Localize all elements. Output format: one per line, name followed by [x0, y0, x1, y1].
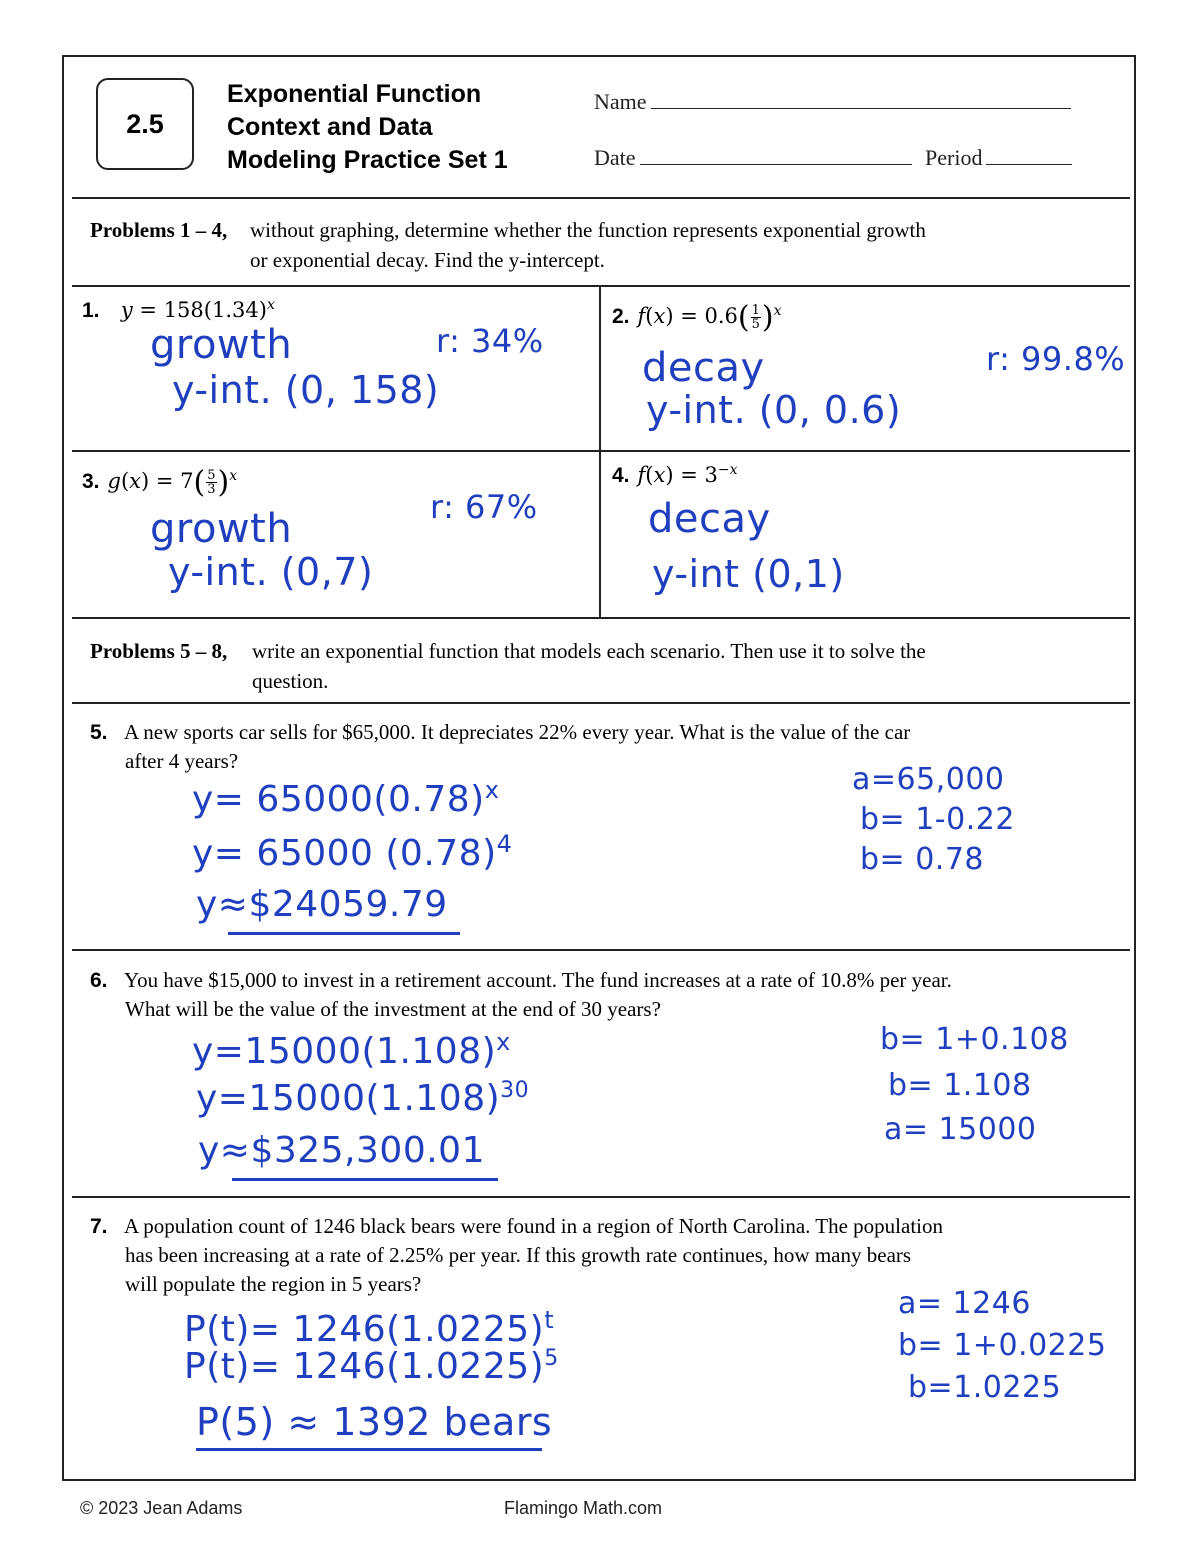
problem-7-work-1: $P(t)= 1246(1.0225)^t$ — [184, 1306, 555, 1350]
problem-5-side-3: b= 0.78 — [860, 842, 985, 877]
problem-6-work-2: $y=15000(1.108)^{30}$ — [196, 1078, 530, 1119]
problem-5-answer: y≈$24059.79 — [196, 884, 448, 925]
section1-text-line1: without graphing, determine whether the function represents exponential growth — [250, 218, 926, 242]
section1-instructions — [90, 215, 1110, 275]
section2-label: Problems 5 – 8, — [90, 639, 228, 663]
problem-7-work-2: $P(t)= 1246(1.0225)^5$ — [184, 1346, 559, 1387]
problem-5-text: 5. A new sports car sells for $65,000. It depreciates 22% every year. What is the value of the car after 4 years? — [90, 718, 1120, 776]
section2-text-line1: write an exponential function that models each scenario. Then use it to solve the — [252, 639, 926, 663]
problem-5-line1: A new sports car sells for $65,000. It depreciates 22% every year. What is the value of the car — [124, 720, 911, 744]
date-field[interactable] — [594, 145, 912, 171]
problem-7-side-1: a= 1246 — [898, 1286, 1031, 1321]
title-line-1: Exponential Function — [227, 80, 482, 108]
problem-6-side-3: a= 15000 — [884, 1112, 1037, 1147]
problem-7-underline — [196, 1448, 542, 1451]
problem-7-answer: P(5) ≈ 1392 bears — [196, 1400, 553, 1444]
problem-2-answer: decay — [642, 345, 765, 391]
footer-site: Flamingo Math.com — [504, 1498, 663, 1518]
section2-text-line2: question. — [252, 669, 329, 693]
section2-instructions — [90, 636, 1110, 696]
problem-2-rate: r: 99.8% — [986, 340, 1126, 378]
problem-3-yint: y-int. (0,7) — [168, 550, 374, 594]
problem-7-top-rule — [72, 1196, 1130, 1198]
problem-7-line1: A population count of 1246 black bears were found in a region of North Carolina. The population — [124, 1214, 943, 1238]
problem-5-underline — [228, 932, 460, 935]
problem-7-line3: will populate the region in 5 years? — [125, 1272, 422, 1296]
problem-1-yint: y-int. (0, 158) — [172, 368, 440, 412]
problem-4-equation: 4. $f(x) = 3^{-x}$ — [612, 462, 738, 487]
title-line-3: Modeling Practice Set 1 — [227, 146, 508, 174]
worksheet-title — [227, 78, 567, 177]
problem-6-top-rule — [72, 949, 1130, 951]
grid-bottom-rule — [72, 617, 1130, 619]
problem-6-line2: What will be the value of the investment at the end of 30 years? — [125, 997, 661, 1021]
problem-3-rate: r: 67% — [430, 488, 538, 526]
problem-5-work-2: y= 65000 $(0.78)^4$ — [192, 830, 513, 874]
problem-6-underline — [232, 1178, 498, 1181]
date-label: Date — [594, 145, 636, 170]
problem-7-side-2: b= 1+0.0225 — [898, 1328, 1107, 1363]
problem-3-equation: 3. g(x) = 7( $\frac{5}{3}$ )$^x$ — [82, 465, 238, 500]
problem-1-answer: growth — [150, 322, 293, 368]
problem-7-line2: has been increasing at a rate of 2.25% per year. If this growth rate continues, how many bears — [125, 1243, 912, 1267]
grid-vertical-divider — [599, 285, 601, 618]
period-field[interactable] — [925, 145, 1072, 171]
problem-7-text: 7. A population count of 1246 black bears were found in a region of North Carolina. The population has been increasing at a rate of 2.25% per year. If this growth rate continues, how many bears will populate the region in 5 years? — [90, 1212, 1120, 1299]
problem-5-side-1: a=65,000 — [852, 762, 1005, 797]
problem-6-side-2: b= 1.108 — [888, 1068, 1032, 1103]
problem-2-yint: y-int. (0, 0.6) — [646, 388, 902, 432]
section1-label: Problems 1 – 4, — [90, 218, 228, 242]
problem-5-work-1: $y= 65000(0.78)^x$ — [192, 776, 500, 820]
problem-6-text: 6. You have $15,000 to invest in a retirement account. The fund increases at a rate of 10.8% per year. What will be the value of the investment at the end of 30 years? — [90, 966, 1120, 1024]
problem-6-side-1: b= 1+0.108 — [880, 1022, 1069, 1057]
problem-5-line2: after 4 years? — [125, 749, 239, 773]
problem-5-side-2: b= 1-0.22 — [860, 802, 1015, 837]
name-label: Name — [594, 89, 647, 114]
lesson-number-badge — [96, 78, 194, 170]
grid-middle-rule — [72, 450, 1130, 452]
problem-1-rate: r: 34% — [436, 322, 544, 360]
problem-6-answer: y≈$325,300.01 — [198, 1130, 485, 1171]
problem-2-equation: 2. f(x) = 0.6( $\frac{1}{5}$ )$^x$ — [612, 300, 782, 335]
grid-top-rule — [72, 285, 1130, 287]
problem-4-answer: decay — [648, 496, 771, 542]
problem-7-side-3: b=1.0225 — [908, 1370, 1062, 1405]
name-field[interactable] — [594, 89, 1071, 115]
problem-4-yint: y-int (0,1) — [652, 552, 845, 596]
problem-1-equation: 1. $y = 158(1.34)^x$ — [82, 297, 275, 322]
problem-6-line1: You have $15,000 to invest in a retirement account. The fund increases at a rate of 10.8% per year. — [124, 968, 952, 992]
section1-text-line2: or exponential decay. Find the y-intercept. — [250, 248, 605, 272]
problem-3-answer: growth — [150, 506, 293, 552]
period-label: Period — [925, 145, 983, 170]
problem-6-work-1: $y=15000(1.108)^x$ — [192, 1028, 511, 1072]
lesson-number: 2.5 — [126, 108, 164, 139]
footer-copyright: © 2023 Jean Adams — [80, 1498, 243, 1518]
problem-5-top-rule — [72, 702, 1130, 704]
header-divider — [72, 197, 1130, 199]
title-line-2: Context and Data — [227, 113, 433, 141]
